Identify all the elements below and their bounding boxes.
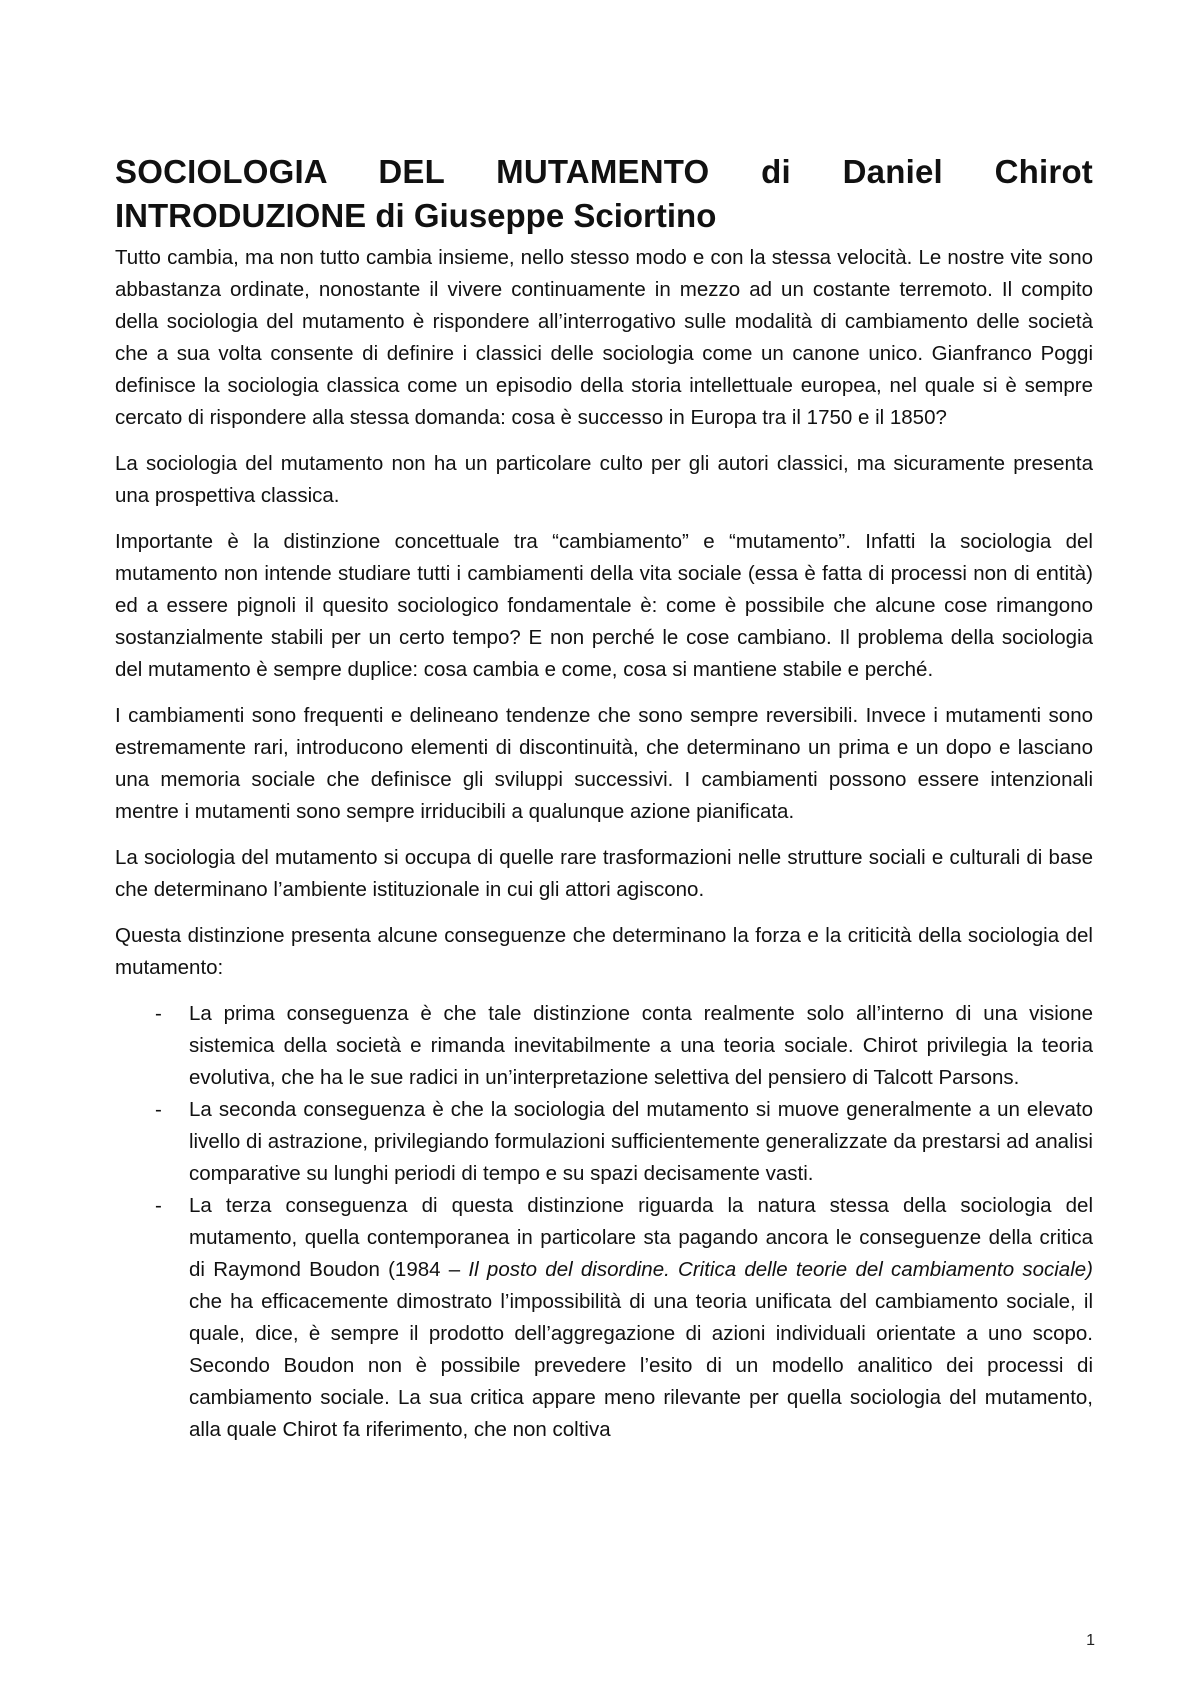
list-item-text: La seconda conseguenza è che la sociologia del mutamento si muove generalmente a un elevato livello di astrazione, privilegiando formulazioni sufficientemente generalizzate da prestarsi ad analisi comparative su lunghi periodi di tempo e su spazi decisamente vasti.: [189, 1098, 1093, 1185]
paragraph-3: Importante è la distinzione concettuale tra “cambiamento” e “mutamento”. Infatti la sociologia del mutamento non intende studiare tutti i cambiamenti della vita sociale (essa è fatta di processi non di entità) ed a essere pignoli il quesito sociologico fondamentale è: come è possibile che alcune cose rimangono sostanzialmente stabili per un certo tempo? E non perché le cose cambiano. Il problema della sociologia del mutamento è sempre duplice: cosa cambia e come, cosa si mantiene stabile e perché.: [115, 530, 1093, 681]
bullet-dash: -: [155, 1002, 162, 1025]
list-item: [115, 1190, 1093, 1446]
page-number: 1: [1086, 1632, 1095, 1649]
bullet-dash: -: [155, 1194, 162, 1217]
bullet-dash: -: [155, 1098, 162, 1121]
paragraph-1: Tutto cambia, ma non tutto cambia insieme, nello stesso modo e con la stessa velocità. Le nostre vite sono abbastanza ordinate, nonostante il vivere continuamente in mezzo ad un costante terremoto. Il compito della sociologia del mutamento è rispondere all’interrogativo sulle modalità di cambiamento delle società che a sua volta consente di definire i classici delle sociologia come un canone unico. Gianfranco Poggi definisce la sociologia classica come un episodio della storia intellettuale europea, nel quale si è sempre cercato di rispondere alla stessa domanda: cosa è successo in Europa tra il 1750 e il 1850?: [115, 246, 1093, 429]
document-subtitle: INTRODUZIONE di Giuseppe Sciortino: [115, 197, 717, 234]
list-item-text: La prima conseguenza è che tale distinzione conta realmente solo all’interno di una visione sistemica della società e rimanda inevitabilmente a una teoria sociale. Chirot privilegia la teoria evolutiva, che ha le sue radici in un’interpretazione selettiva del pensiero di Talcott Parsons.: [189, 1002, 1093, 1089]
list-item: [115, 998, 1093, 1094]
consequences-list: [115, 998, 1093, 1446]
paragraph-4: I cambiamenti sono frequenti e delineano tendenze che sono sempre reversibili. Invece i mutamenti sono estremamente rari, introducono elementi di discontinuità, che determinano un prima e un dopo e lasciano una memoria sociale che definisce gli sviluppi successivi. I cambiamenti possono essere intenzionali mentre i mutamenti sono sempre irriducibili a qualunque azione pianificata.: [115, 704, 1093, 823]
paragraph-2: La sociologia del mutamento non ha un particolare culto per gli autori classici, ma sicuramente presenta una prospettiva classica.: [115, 452, 1093, 507]
list-item: [115, 1094, 1093, 1190]
list-item-text: La terza conseguenza di questa distinzione riguarda la natura stessa della sociologia del mutamento, quella contemporanea in particolare sta pagando ancora le conseguenze della critica di Raymond Boudon (1984 –: [189, 1194, 1093, 1281]
document-body: [115, 150, 1093, 1446]
paragraph-5: La sociologia del mutamento si occupa di quelle rare trasformazioni nelle strutture sociali e culturali di base che determinano l’ambiente istituzionale in cui gli attori agiscono.: [115, 846, 1093, 901]
list-item-text-continued: che ha efficacemente dimostrato l’impossibilità di una teoria unificata del cambiamento sociale, il quale, dice, è sempre il prodotto dell’aggregazione di azioni individuali orientate a uno scopo. Secondo Boudon non è possibile prevedere l’esito di un modello analitico dei processi di cambiamento sociale. La sua critica appare meno rilevante per quella sociologia del mutamento, alla quale Chirot fa riferimento, che non coltiva: [189, 1290, 1093, 1441]
document-title: SOCIOLOGIA DEL MUTAMENTO di Daniel Chirot: [115, 153, 1093, 190]
paragraph-6: Questa distinzione presenta alcune conseguenze che determinano la forza e la criticità della sociologia del mutamento:: [115, 924, 1093, 979]
book-title-italic: Il posto del disordine. Critica delle teorie del cambiamento sociale): [468, 1258, 1093, 1281]
